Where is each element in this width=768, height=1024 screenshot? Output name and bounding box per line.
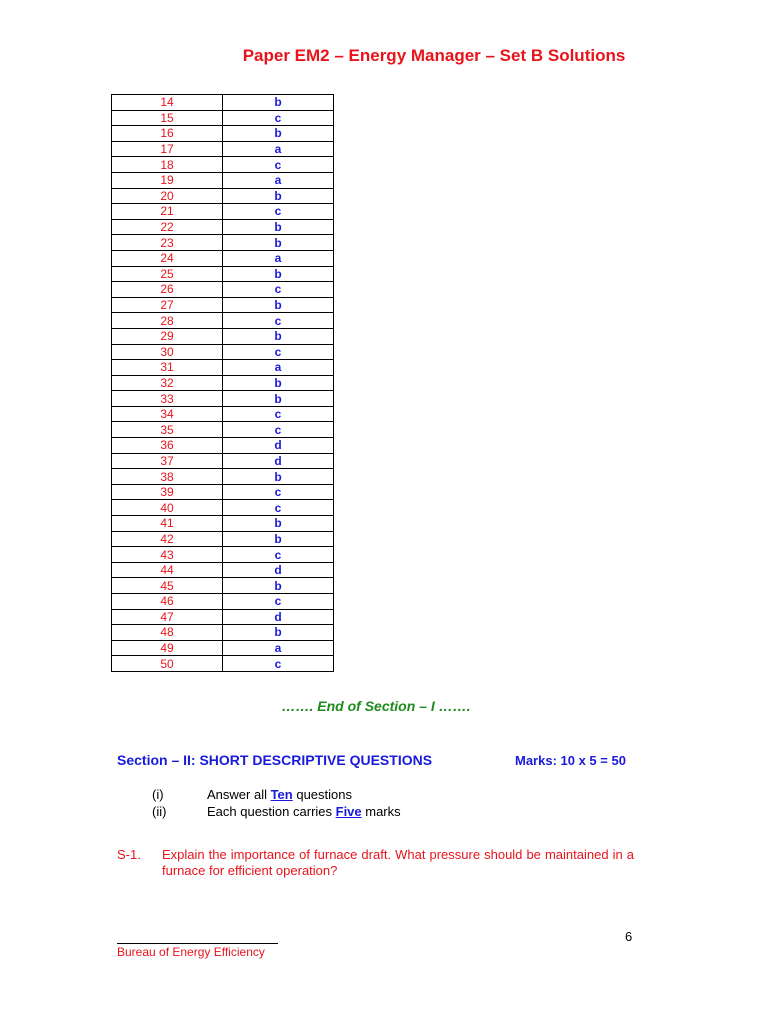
table-row bbox=[112, 95, 334, 111]
table-row bbox=[112, 126, 334, 142]
question-number-cell: 37 bbox=[112, 453, 223, 469]
instruction-text: Each question carries Five marks bbox=[207, 804, 401, 819]
table-row bbox=[112, 453, 334, 469]
table-row bbox=[112, 438, 334, 454]
table-row bbox=[112, 640, 334, 656]
answer-cell: c bbox=[223, 157, 334, 173]
question-number-cell: 14 bbox=[112, 95, 223, 111]
table-row bbox=[112, 282, 334, 298]
table-row bbox=[112, 219, 334, 235]
question-number-cell: 25 bbox=[112, 266, 223, 282]
question-number-cell: 23 bbox=[112, 235, 223, 251]
answer-cell: d bbox=[223, 562, 334, 578]
answer-cell: a bbox=[223, 250, 334, 266]
table-row bbox=[112, 297, 334, 313]
footer-divider bbox=[117, 943, 278, 944]
question-number-cell: 33 bbox=[112, 391, 223, 407]
table-row bbox=[112, 110, 334, 126]
answer-cell: c bbox=[223, 656, 334, 672]
question-number-cell: 19 bbox=[112, 172, 223, 188]
question-number-cell: 46 bbox=[112, 594, 223, 610]
question-number-cell: 49 bbox=[112, 640, 223, 656]
end-of-section-text: ……. End of Section – I ……. bbox=[281, 698, 471, 714]
table-row bbox=[112, 516, 334, 532]
question-number-cell: 34 bbox=[112, 406, 223, 422]
table-row bbox=[112, 469, 334, 485]
instruction-number: (i) bbox=[152, 787, 164, 802]
question-number-cell: 16 bbox=[112, 126, 223, 142]
table-row bbox=[112, 625, 334, 641]
question-number-cell: 24 bbox=[112, 250, 223, 266]
answer-cell: c bbox=[223, 110, 334, 126]
table-row bbox=[112, 344, 334, 360]
page-number: 6 bbox=[625, 929, 633, 944]
answer-cell: b bbox=[223, 235, 334, 251]
instruction-number: (ii) bbox=[152, 804, 167, 819]
answer-cell: a bbox=[223, 360, 334, 376]
section-marks: Marks: 10 x 5 = 50 bbox=[515, 753, 626, 768]
table-row bbox=[112, 204, 334, 220]
answer-cell: b bbox=[223, 469, 334, 485]
question-number-cell: 43 bbox=[112, 547, 223, 563]
table-row bbox=[112, 500, 334, 516]
question-number-cell: 15 bbox=[112, 110, 223, 126]
table-row bbox=[112, 266, 334, 282]
answer-cell: b bbox=[223, 625, 334, 641]
question-number-cell: 50 bbox=[112, 656, 223, 672]
question-number-cell: 30 bbox=[112, 344, 223, 360]
answer-cell: c bbox=[223, 500, 334, 516]
answer-cell: b bbox=[223, 188, 334, 204]
table-row bbox=[112, 313, 334, 329]
answer-cell: c bbox=[223, 313, 334, 329]
question-number-cell: 31 bbox=[112, 360, 223, 376]
answer-cell: b bbox=[223, 328, 334, 344]
question-number-cell: 17 bbox=[112, 141, 223, 157]
instruction-highlight: Five bbox=[335, 804, 362, 819]
table-row bbox=[112, 547, 334, 563]
question-number-cell: 42 bbox=[112, 531, 223, 547]
answer-cell: d bbox=[223, 438, 334, 454]
table-row bbox=[112, 422, 334, 438]
table-row bbox=[112, 141, 334, 157]
question-label: S-1. bbox=[117, 847, 141, 862]
question-text: Explain the importance of furnace draft. What pressure should be maintained in a furnace for efficient operation? bbox=[162, 847, 634, 878]
answer-cell: c bbox=[223, 344, 334, 360]
table-row bbox=[112, 328, 334, 344]
question-number-cell: 18 bbox=[112, 157, 223, 173]
answer-cell: c bbox=[223, 282, 334, 298]
question-number-cell: 32 bbox=[112, 375, 223, 391]
instruction-text: Answer all Ten questions bbox=[207, 787, 352, 802]
end-of-section-marker bbox=[0, 698, 768, 714]
answer-cell: c bbox=[223, 547, 334, 563]
answer-cell: b bbox=[223, 578, 334, 594]
table-row bbox=[112, 531, 334, 547]
answer-cell: c bbox=[223, 422, 334, 438]
table-row bbox=[112, 578, 334, 594]
question-number-cell: 39 bbox=[112, 484, 223, 500]
answer-cell: a bbox=[223, 640, 334, 656]
answer-cell: b bbox=[223, 531, 334, 547]
answer-cell: b bbox=[223, 266, 334, 282]
answer-cell: b bbox=[223, 95, 334, 111]
answer-cell: b bbox=[223, 219, 334, 235]
table-row bbox=[112, 157, 334, 173]
table-row bbox=[112, 375, 334, 391]
answer-cell: c bbox=[223, 484, 334, 500]
question-number-cell: 22 bbox=[112, 219, 223, 235]
table-row bbox=[112, 562, 334, 578]
instruction-highlight: Ten bbox=[270, 787, 293, 802]
answer-cell: c bbox=[223, 204, 334, 220]
footer-text: Bureau of Energy Efficiency bbox=[117, 945, 265, 959]
answer-cell: a bbox=[223, 172, 334, 188]
question-number-cell: 26 bbox=[112, 282, 223, 298]
table-row bbox=[112, 360, 334, 376]
table-row bbox=[112, 235, 334, 251]
answer-cell: b bbox=[223, 126, 334, 142]
question-number-cell: 29 bbox=[112, 328, 223, 344]
table-row bbox=[112, 594, 334, 610]
answer-cell: b bbox=[223, 375, 334, 391]
answer-cell: d bbox=[223, 453, 334, 469]
question-number-cell: 44 bbox=[112, 562, 223, 578]
question-number-cell: 36 bbox=[112, 438, 223, 454]
answer-cell: b bbox=[223, 297, 334, 313]
question-number-cell: 45 bbox=[112, 578, 223, 594]
question-number-cell: 38 bbox=[112, 469, 223, 485]
table-row bbox=[112, 250, 334, 266]
question-number-cell: 40 bbox=[112, 500, 223, 516]
answer-cell: a bbox=[223, 141, 334, 157]
question-number-cell: 27 bbox=[112, 297, 223, 313]
question-number-cell: 20 bbox=[112, 188, 223, 204]
answer-cell: d bbox=[223, 609, 334, 625]
question-number-cell: 21 bbox=[112, 204, 223, 220]
table-row bbox=[112, 609, 334, 625]
table-row bbox=[112, 656, 334, 672]
answer-cell: b bbox=[223, 391, 334, 407]
answer-cell: b bbox=[223, 516, 334, 532]
table-row bbox=[112, 484, 334, 500]
table-row bbox=[112, 406, 334, 422]
question-number-cell: 28 bbox=[112, 313, 223, 329]
table-row bbox=[112, 172, 334, 188]
answer-cell: c bbox=[223, 406, 334, 422]
answer-key-table bbox=[111, 94, 334, 672]
table-row bbox=[112, 188, 334, 204]
page-title: Paper EM2 – Energy Manager – Set B Solutions bbox=[242, 46, 626, 65]
question-number-cell: 47 bbox=[112, 609, 223, 625]
question-number-cell: 48 bbox=[112, 625, 223, 641]
question-number-cell: 35 bbox=[112, 422, 223, 438]
table-row bbox=[112, 391, 334, 407]
section-heading: Section – II: SHORT DESCRIPTIVE QUESTIONS bbox=[117, 752, 433, 768]
answer-cell: c bbox=[223, 594, 334, 610]
question-number-cell: 41 bbox=[112, 516, 223, 532]
